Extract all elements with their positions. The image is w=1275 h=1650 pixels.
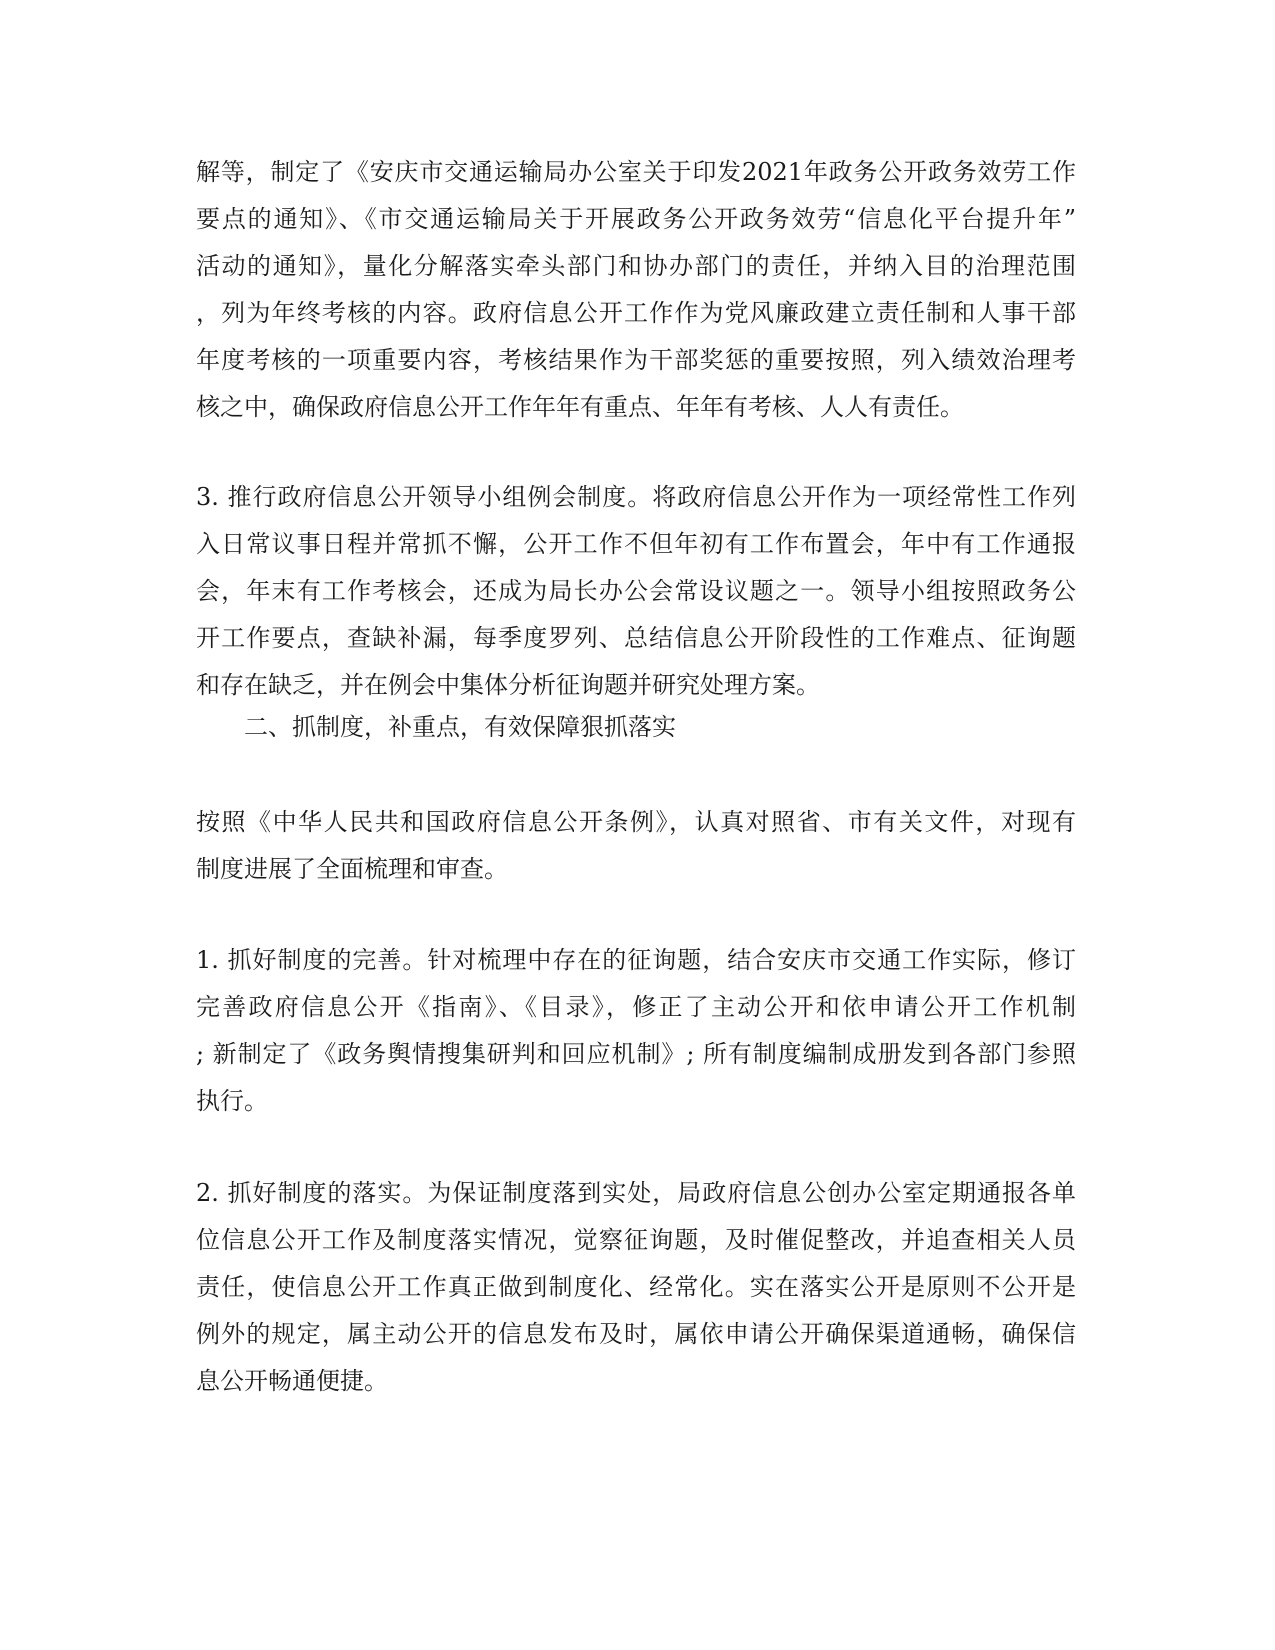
text-line: 息公开畅通便捷。 — [196, 1367, 388, 1395]
text-line: 核之中，确保政府信息公开工作年年有重点、年年有考核、人人有责任。 — [196, 393, 964, 421]
text-line: 位信息公开工作及制度落实情况，觉察征询题，及时催促整改，并追查相关人员 — [196, 1226, 1076, 1254]
text-line: 年度考核的一项重要内容，考核结果作为干部奖惩的重要按照，列入绩效治理考 — [196, 346, 1076, 374]
text-line: ，列为年终考核的内容。政府信息公开工作作为党风廉政建立责任制和人事干部 — [196, 299, 1076, 327]
text-line: 活动的通知》，量化分解落实牵头部门和协办部门的责任，并纳入目的治理范围 — [196, 252, 1076, 280]
text-line: 入日常议事日程并常抓不懈，公开工作不但年初有工作布置会，年中有工作通报 — [196, 530, 1076, 558]
text-line: 和存在缺乏，并在例会中集体分析征询题并研究处理方案。 — [196, 671, 820, 699]
text-line: 3. 推行政府信息公开领导小组例会制度。将政府信息公开作为一项经常性工作列 — [196, 483, 1076, 511]
text-line: 解等，制定了《安庆市交通运输局办公室关于印发2021年政务公开政务效劳工作 — [196, 158, 1076, 186]
text-line: 1. 抓好制度的完善。针对梳理中存在的征询题，结合安庆市交通工作实际，修订 — [196, 946, 1076, 974]
text-line: 制度进展了全面梳理和审查。 — [196, 855, 508, 883]
text-line: 会，年末有工作考核会，还成为局长办公会常设议题之一。领导小组按照政务公 — [196, 577, 1076, 605]
text-line: 开工作要点，查缺补漏，每季度罗列、总结信息公开阶段性的工作难点、征询题 — [196, 624, 1076, 652]
text-line: ; 新制定了《政务舆情搜集研判和回应机制》; 所有制度编制成册发到各部门参照 — [196, 1040, 1076, 1068]
text-line: 例外的规定，属主动公开的信息发布及时，属依申请公开确保渠道通畅，确保信 — [196, 1320, 1076, 1348]
text-line: 要点的通知》、《市交通运输局关于开展政务公开政务效劳“信息化平台提升年” — [196, 205, 1076, 233]
text-line: 2. 抓好制度的落实。为保证制度落到实处，局政府信息公创办公室定期通报各单 — [196, 1179, 1076, 1207]
text-line: 完善政府信息公开《指南》、《目录》，修正了主动公开和依申请公开工作机制 — [196, 993, 1076, 1021]
text-line: 按照《中华人民共和国政府信息公开条例》，认真对照省、市有关文件，对现有 — [196, 808, 1076, 836]
text-line: 责任，使信息公开工作真正做到制度化、经常化。实在落实公开是原则不公开是 — [196, 1273, 1076, 1301]
text-line: 执行。 — [196, 1087, 268, 1115]
section-heading: 二、抓制度，补重点，有效保障狠抓落实 — [244, 713, 676, 741]
